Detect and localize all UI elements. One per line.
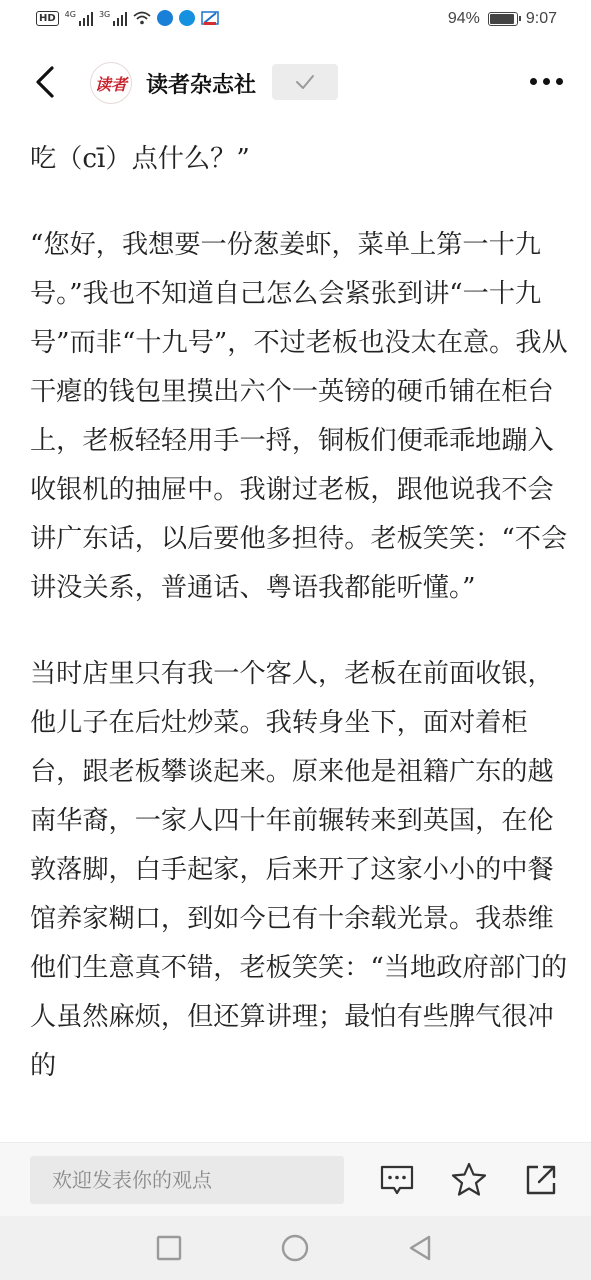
status-right-icons xyxy=(448,10,557,28)
more-dots-icon[interactable] xyxy=(530,78,563,85)
checkmark-icon xyxy=(294,73,316,91)
app-notification-icon xyxy=(201,10,219,26)
sim1-network-label: 4G xyxy=(64,10,76,19)
battery-fill xyxy=(490,14,514,24)
article-content xyxy=(30,86,570,1128)
article-header xyxy=(0,40,591,124)
app-notification-icon xyxy=(179,10,195,26)
back-arrow-icon[interactable] xyxy=(28,62,64,102)
sim2-network-label: 3G xyxy=(98,10,111,19)
account-name[interactable]: 读者杂志社 xyxy=(146,73,257,98)
article-paragraph: 当时店里只有我一个客人，老板在前面收银，他儿子在后灶炒菜。我转身坐下，面对着柜台，跟老板攀谈起来。原来他是祖籍广东的越南华裔，一家人四十年前辗转来到英国，在伦敦落脚，白手起家，后来开了这家小小的中餐馆养家糊口，到如今已有十余载光景。我恭维他们生意真不错，老板笑笑：“当地政府部门的人虽然麻烦，但还算讲理；最怕有些脾气很冲的 xyxy=(30,659,568,1081)
hd-voice-icon: HD xyxy=(36,11,59,26)
square-icon[interactable] xyxy=(153,1232,185,1264)
account-avatar[interactable] xyxy=(90,62,132,104)
article-paragraph: 吃（cī）点什么？” xyxy=(30,144,250,174)
comment-bar xyxy=(0,1142,591,1216)
signal-sim1-icon xyxy=(65,10,93,26)
app-notification-icon xyxy=(157,10,173,26)
comment-icon[interactable] xyxy=(378,1161,416,1199)
triangle-back-icon[interactable] xyxy=(404,1232,436,1264)
star-icon[interactable] xyxy=(450,1161,488,1199)
follow-button[interactable] xyxy=(272,64,338,100)
circle-icon[interactable] xyxy=(279,1232,311,1264)
signal-sim2-icon xyxy=(99,10,127,26)
comment-input[interactable] xyxy=(30,1156,344,1204)
article-paragraph: “您好，我想要一份葱姜虾，菜单上第一十九号。”我也不知道自己怎么会紧张到讲“一十九号”而非“十九号”，不过老板也没太在意。我从干瘪的钱包里摸出六个一英镑的硬币铺在柜台上，老板轻轻用手一捋，铜板们便乖乖地蹦入收银机的抽屉中。我谢过老板，跟他说我不会讲广东话，以后要他多担待。老板笑笑：“不会讲没关系，普通话、粤语我都能听懂。” xyxy=(30,230,568,603)
share-icon[interactable] xyxy=(522,1161,560,1199)
battery-percent: 94% xyxy=(447,10,480,27)
battery-icon xyxy=(488,12,518,26)
status-left-icons xyxy=(36,10,219,26)
system-nav-bar xyxy=(0,1216,591,1280)
clock: 9:07 xyxy=(525,10,557,27)
article-body xyxy=(0,124,591,1142)
status-bar xyxy=(0,0,591,40)
wifi-icon xyxy=(133,11,151,25)
logo-text: 读者 xyxy=(94,74,127,94)
